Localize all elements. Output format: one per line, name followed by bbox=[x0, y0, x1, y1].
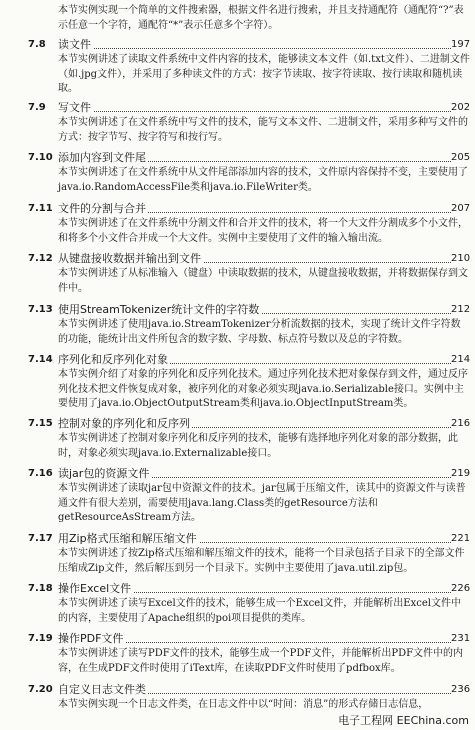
entry-heading bbox=[0, 416, 475, 432]
page-number[interactable]: 231 bbox=[451, 631, 469, 647]
section-title[interactable]: 使用StreamTokenizer统计文件的字符数 bbox=[58, 303, 260, 316]
page-number[interactable]: 226 bbox=[451, 581, 469, 597]
toc-entry-7-20[interactable] bbox=[0, 682, 475, 713]
section-number: 7.14 bbox=[28, 354, 53, 365]
section-description: 本节实例讲述了读写Excel文件的技术，能够生成一个Excel文件，并能解析出Excel文件中的内容，主要使用了Apache组织的poi项目提供的类库。 bbox=[58, 598, 461, 624]
section-description: 本节实例实现一个日志文件类，在日志文件中以“时间：消息”的形式存储日志信息， bbox=[58, 699, 429, 710]
page-number[interactable]: 216 bbox=[451, 416, 469, 432]
entry-heading bbox=[0, 631, 475, 647]
dot-leader bbox=[58, 111, 451, 112]
entry-heading bbox=[0, 466, 475, 482]
section-title[interactable]: 序列化和反序列化对象 bbox=[58, 353, 168, 366]
entry-heading bbox=[0, 100, 475, 116]
section-number: 7.17 bbox=[28, 533, 53, 544]
entry-heading bbox=[0, 302, 475, 318]
toc-entry-7-12[interactable] bbox=[0, 251, 475, 296]
section-description: 本节实例讲述了按Zip格式压缩和解压缩文件的技术，能将一个目录包括子目录下的全部文件压缩成Zip文件，然后解压到另一个目录下。实例中主要使用了java.util.zip包。 bbox=[58, 548, 465, 574]
section-title[interactable]: 操作PDF文件 bbox=[58, 632, 124, 645]
page-number[interactable]: 207 bbox=[451, 201, 469, 217]
toc-entry-7-8[interactable] bbox=[0, 37, 475, 97]
toc-entry-7-9[interactable] bbox=[0, 100, 475, 145]
section-number: 7.10 bbox=[28, 152, 53, 163]
toc-entry-7-19[interactable] bbox=[0, 631, 475, 676]
section-title[interactable]: 读文件 bbox=[58, 38, 91, 51]
site-watermark: 电子工程网 EEChina.com bbox=[338, 714, 469, 727]
page-number[interactable]: 210 bbox=[451, 251, 469, 267]
section-title[interactable]: 写文件 bbox=[58, 101, 91, 114]
section-description: 本节实例讲述了在文件系统中从文件尾部添加内容的技术，文件原内容保持不变，主要使用了java.io.RandomAccessFile类和java.io.FileWriter类。 bbox=[58, 167, 468, 193]
page-number[interactable]: 236 bbox=[451, 682, 469, 698]
entry-heading bbox=[0, 251, 475, 267]
section-number: 7.16 bbox=[28, 468, 53, 479]
section-description: 本节实例讲述了在文件系统中写文件的技术，能写文本文件、二进制文件，采用多种写文件的方式：按字节写、按字符写和按行写。 bbox=[58, 117, 468, 143]
section-number: 7.9 bbox=[28, 102, 46, 113]
section-number: 7.18 bbox=[28, 583, 53, 594]
section-number: 7.20 bbox=[28, 684, 53, 695]
section-number: 7.19 bbox=[28, 633, 53, 644]
section-description: 本节实例讲述了在文件系统中分割文件和合并文件的技术，将一个大文件分割成多个小文件，和将多个小文件合并成一个大文件。实例中主要使用了文件的输入输出流。 bbox=[58, 218, 468, 244]
section-description: 本节实例讲述了使用java.io.StreamTokenizer分析流数据的技术，实现了统计文件字符数的功能，能统计出文件所包含的数字数、字母数、标点符号数以及总的字符数。 bbox=[58, 319, 461, 345]
section-title[interactable]: 用Zip格式压缩和解压缩文件 bbox=[58, 532, 197, 545]
section-title[interactable]: 文件的分割与合并 bbox=[58, 202, 146, 215]
toc-entry-7-13[interactable] bbox=[0, 302, 475, 347]
section-title[interactable]: 添加内容到文件尾 bbox=[58, 151, 146, 164]
entry-heading bbox=[0, 150, 475, 166]
section-title[interactable]: 从键盘接收数据并输出到文件 bbox=[58, 252, 201, 265]
toc-entry-7-17[interactable] bbox=[0, 531, 475, 576]
dot-leader bbox=[58, 48, 451, 49]
section-description: 本节实例讲述了读取jar包中资源文件的技术。jar包属于压缩文件，读其中的资源文件与读普通文件有很大差别，需要使用java.lang.Class类的getResource方法和getResourceAsStream方法。 bbox=[58, 483, 466, 524]
page-number[interactable]: 197 bbox=[451, 37, 469, 53]
entry-heading bbox=[0, 37, 475, 53]
section-description: 本节实例讲述了控制对象序列化和反序列的技术，能够有选择地序列化对象的部分数据，此时，对象必须实现java.io.Externalizable接口。 bbox=[58, 433, 458, 459]
page-number[interactable]: 221 bbox=[451, 531, 469, 547]
entry-heading bbox=[0, 531, 475, 547]
section-title[interactable]: 控制对象的序列化和反序列 bbox=[58, 417, 190, 430]
section-description: 本节实例讲述了读写PDF文件的技术，能够生成一个PDF文件，并能解析出PDF文件中的内容，在生成PDF文件时使用了iText库，在读取PDF文件时使用了pdfbox库。 bbox=[58, 648, 464, 674]
toc-entry-7-16[interactable] bbox=[0, 466, 475, 526]
section-number: 7.8 bbox=[28, 39, 46, 50]
page-number[interactable]: 202 bbox=[451, 100, 469, 116]
page-number[interactable]: 212 bbox=[451, 302, 469, 318]
section-number: 7.13 bbox=[28, 304, 53, 315]
toc-entry-7-11[interactable] bbox=[0, 201, 475, 246]
section-description: 本节实例介绍了对象的序列化和反序列化技术。通过序列化技术把对象保存到文件，通过反序列化技术把文件恢复成对象，被序列化的对象必须实现java.io.Serializable接口。实例中主要使用了java.io.ObjectOutputStream类和java.io.ObjectInputStream类。 bbox=[58, 369, 468, 410]
entry-heading bbox=[0, 682, 475, 698]
section-description: 本节实例讲述了从标准输入（键盘）中读取数据的技术，从键盘接收数据，并将数据保存到文件中。 bbox=[58, 268, 468, 294]
entry-heading bbox=[0, 581, 475, 597]
toc-entry-7-18[interactable] bbox=[0, 581, 475, 626]
section-title[interactable]: 读jar包的资源文件 bbox=[58, 467, 150, 480]
page-number[interactable]: 219 bbox=[451, 466, 469, 482]
toc-entry-7-14[interactable] bbox=[0, 352, 475, 412]
toc-entry-7-10[interactable] bbox=[0, 150, 475, 195]
section-title[interactable]: 自定义日志文件类 bbox=[58, 683, 146, 696]
toc-entry-7-15[interactable] bbox=[0, 416, 475, 461]
top-entry-description: 本节实例实现一个简单的文件搜索器，根据文件名进行搜索，并且支持通配符（通配符“?”表示任意一个字符，通配符“*”表示任意多个字符）。 bbox=[58, 5, 464, 31]
entry-heading bbox=[0, 352, 475, 368]
section-number: 7.11 bbox=[28, 203, 53, 214]
section-description: 本节实例讲述了读取文件系统中文件内容的技术，能够读文本文件（如.txt文件）、二进制文件（如.jpg文件），并采用了多种读文件的方式：按字节读取、按字符读取、按行读取和随机读取。 bbox=[58, 54, 470, 95]
section-title[interactable]: 操作Excel文件 bbox=[58, 582, 132, 595]
page-number[interactable]: 214 bbox=[451, 352, 469, 368]
page-number[interactable]: 205 bbox=[451, 150, 469, 166]
section-number: 7.15 bbox=[28, 418, 53, 429]
section-number: 7.12 bbox=[28, 253, 53, 264]
entry-heading bbox=[0, 201, 475, 217]
